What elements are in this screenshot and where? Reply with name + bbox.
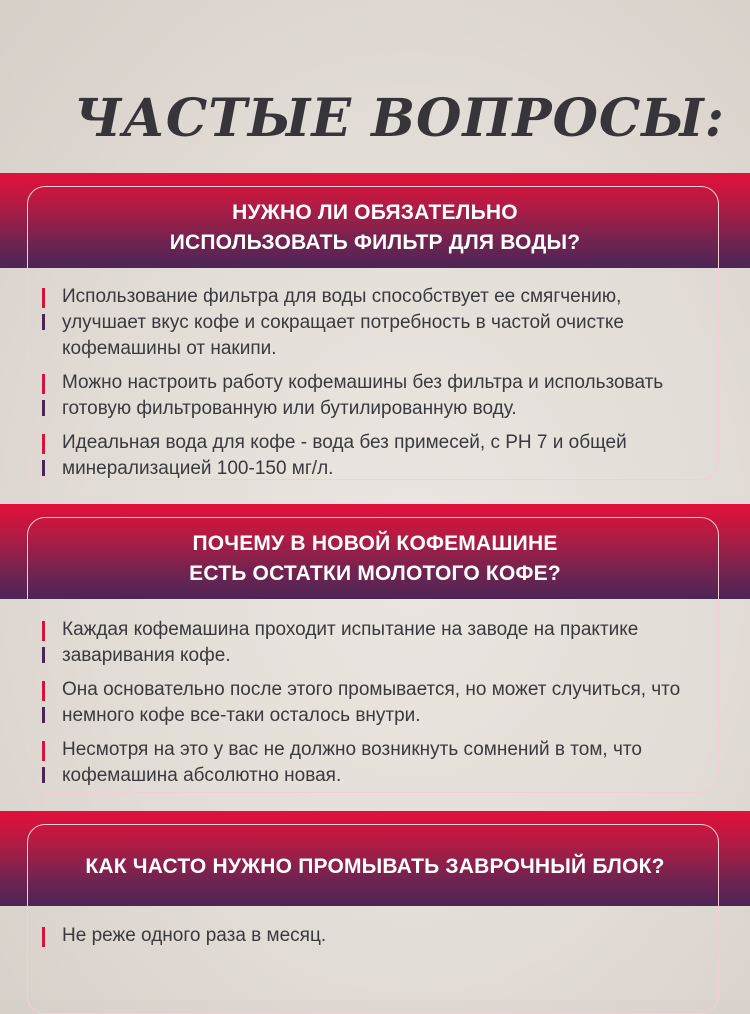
answer-list-1	[42, 284, 707, 490]
answer-list-3	[42, 923, 707, 957]
question-2-line-1: ПОЧЕМУ В НОВОЙ КОФЕМАШИНЕ	[192, 532, 558, 555]
answer-text: Каждая кофемашина проходит испытание на заводе на практике заваривания кофе.	[62, 619, 639, 666]
question-3-line-1: КАК ЧАСТО НУЖНО ПРОМЫВАТЬ ЗАВРОЧНЫЙ БЛОК?	[85, 855, 665, 878]
answer-item	[42, 923, 707, 949]
answer-item	[42, 370, 707, 422]
answer-text: Она основательно после этого промывается, но может случиться, что немного кофе все-таки осталось внутри.	[62, 679, 681, 726]
bullet-bar-icon	[42, 288, 45, 308]
answer-text: Не реже одного раза в месяц.	[62, 925, 327, 946]
question-1	[0, 198, 750, 258]
bullet-bar-icon	[42, 621, 45, 641]
bullet-bar-icon	[42, 374, 45, 394]
question-2	[0, 529, 750, 589]
question-1-line-1: НУЖНО ЛИ ОБЯЗАТЕЛЬНО	[232, 201, 518, 224]
bullet-bar-icon	[42, 681, 45, 701]
bullet-bar-icon	[42, 434, 45, 454]
answer-text: Несмотря на это у вас не должно возникнуть сомнений в том, что кофемашина абсолютно новая.	[62, 739, 642, 786]
question-1-line-2: ИСПОЛЬЗОВАТЬ ФИЛЬТР ДЛЯ ВОДЫ?	[169, 231, 581, 254]
answer-item	[42, 284, 707, 362]
answer-text: Использование фильтра для воды способствует ее смягчению, улучшает вкус кофе и сокращает потребность в частой очистке кофемашины от накипи.	[62, 286, 624, 359]
answer-text: Можно настроить работу кофемашины без фильтра и использовать готовую фильтрованную или бутилированную воду.	[62, 372, 664, 419]
bullet-bar-icon	[42, 741, 45, 761]
answer-item	[42, 737, 707, 789]
answer-text: Идеальная вода для кофе - вода без примесей, с РН 7 и общей минерализацией 100-150 мг/л.	[62, 432, 627, 479]
answer-item	[42, 430, 707, 482]
page-title: ЧАСТЫЕ ВОПРОСЫ:	[74, 88, 725, 149]
question-3	[0, 852, 750, 882]
answer-item	[42, 617, 707, 669]
question-2-line-2: ЕСТЬ ОСТАТКИ МОЛОТОГО КОФЕ?	[189, 562, 561, 585]
answer-item	[42, 677, 707, 729]
answer-list-2	[42, 617, 707, 797]
bullet-bar-icon	[42, 927, 45, 947]
